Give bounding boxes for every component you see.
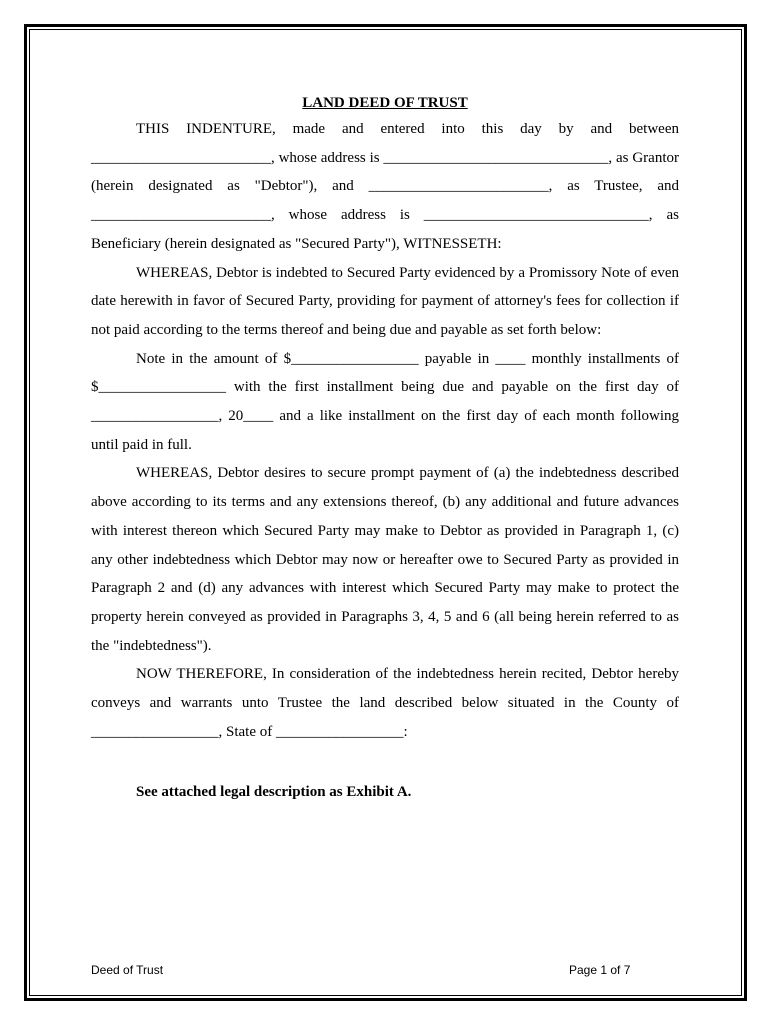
document-body [91, 92, 679, 807]
paragraph-indenture: THIS INDENTURE, made and entered into this day by and between ________________________, whose address is ______________________________, as Grantor (herein designated as "Debtor"), and ________________________, as Trustee, and ________________________, whose address is ______________________________, as Beneficiary (herein designated as "Secured Party"), WITNESSETH: [91, 121, 679, 252]
footer-document-name: Deed of Trust [91, 963, 164, 977]
exhibit-note: See attached legal description as Exhibit A. [136, 784, 412, 801]
paragraph-now-therefore: NOW THEREFORE, In consideration of the indebtedness herein recited, Debtor hereby conveys and warrants unto Trustee the land described below situated in the County of _________________, State of _________________: [91, 666, 679, 740]
footer-page-number: Page 1 of 7 [569, 963, 631, 977]
paragraph-whereas-secure: WHEREAS, Debtor desires to secure prompt payment of (a) the indebtedness described above according to its terms and any extensions thereof, (b) any additional and future advances with interest thereon which Secured Party may make to Debtor as provided in Paragraph 1, (c) any other indebtedness which Debtor may now or hereafter owe to Secured Party as provided in Paragraph 2 and (d) any advances with interest which Secured Party may make to protect the property herein conveyed as provided in Paragraphs 3, 4, 5 and 6 (all being herein referred to as the "indebtedness"). [91, 465, 679, 654]
document-title: LAND DEED OF TRUST [302, 95, 468, 111]
paragraph-whereas-indebted: WHEREAS, Debtor is indebted to Secured Party evidenced by a Promissory Note of even date herewith in favor of Secured Party, providing for payment of attorney's fees for collection if not paid according to the terms thereof and being due and payable as set forth below: [91, 264, 679, 338]
paragraph-note-amount: Note in the amount of $_________________ payable in ____ monthly installments of $_________________ with the first installment being due and payable on the first day of _________________, 20____ and a like installment on the first day of each month following until paid in full. [91, 350, 679, 453]
